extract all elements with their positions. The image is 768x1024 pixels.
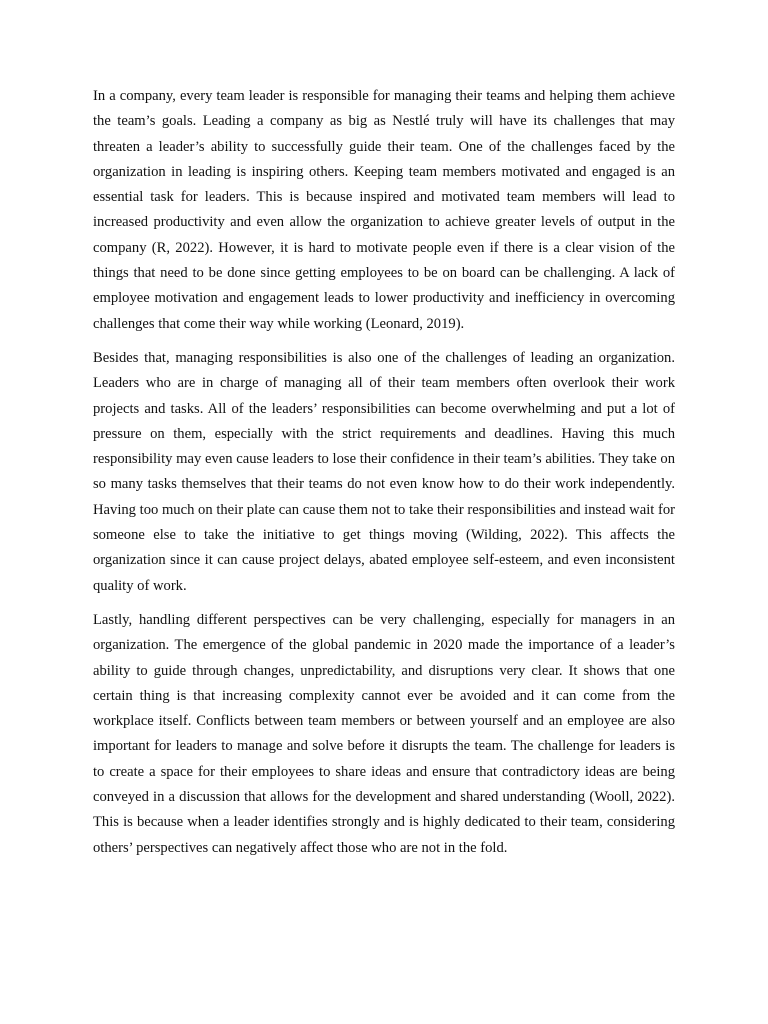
paragraph-responsibilities: Besides that, managing responsibilities is also one of the challenges of leading an organization. Leaders who are in charge of managing all of their team members often overlook their work projects and tasks. All of the leaders’ responsibilities can become overwhelming and put a lot of pressure on them, especially with the strict requirements and deadlines. Having this much responsibility may even cause leaders to lose their confidence in their team’s abilities. They take on so many tasks themselves that their teams do not even know how to do their work independently. Having too much on their plate can cause them not to take their responsibilities and instead wait for someone else to take the initiative to get things moving (Wilding, 2022). This affects the organization since it can cause project delays, abated employee self-esteem, and even inconsistent quality of work. — [93, 349, 675, 594]
paragraph-perspectives: Lastly, handling different perspectives can be very challenging, especially for managers in an organization. The emergence of the global pandemic in 2020 made the importance of a leader’s ability to guide through changes, unpredictability, and disruptions very clear. It shows that one certain thing is that increasing complexity cannot ever be avoided and it can come from the workplace itself. Conflicts between team members or between yourself and an employee are also important for leaders to manage and solve before it disrupts the team. The challenge for leaders is to create a space for their employees to share ideas and ensure that contradictory ideas are being conveyed in a discussion that allows for the development and shared understanding (Wooll, 2022). This is because when a leader identifies strongly and is highly dedicated to their team, considering others’ perspectives can negatively affect those who are not in the fold. — [93, 611, 675, 856]
paragraph-motivation: In a company, every team leader is responsible for managing their teams and helping them achieve the team’s goals. Leading a company as big as Nestlé truly will have its challenges that may threaten a leader’s ability to successfully guide their team. One of the challenges faced by the organization in leading is inspiring others. Keeping team members motivated and engaged is an essential task for leaders. This is because inspired and motivated team members will lead to increased productivity and even allow the organization to achieve greater levels of output in the company (R, 2022). However, it is hard to motivate people even if there is a clear vision of the things that need to be done since getting employees to be on board can be challenging. A lack of employee motivation and engagement leads to lower productivity and inefficiency in overcoming challenges that come their way while working (Leonard, 2019). — [93, 88, 675, 332]
document-body — [93, 84, 675, 870]
